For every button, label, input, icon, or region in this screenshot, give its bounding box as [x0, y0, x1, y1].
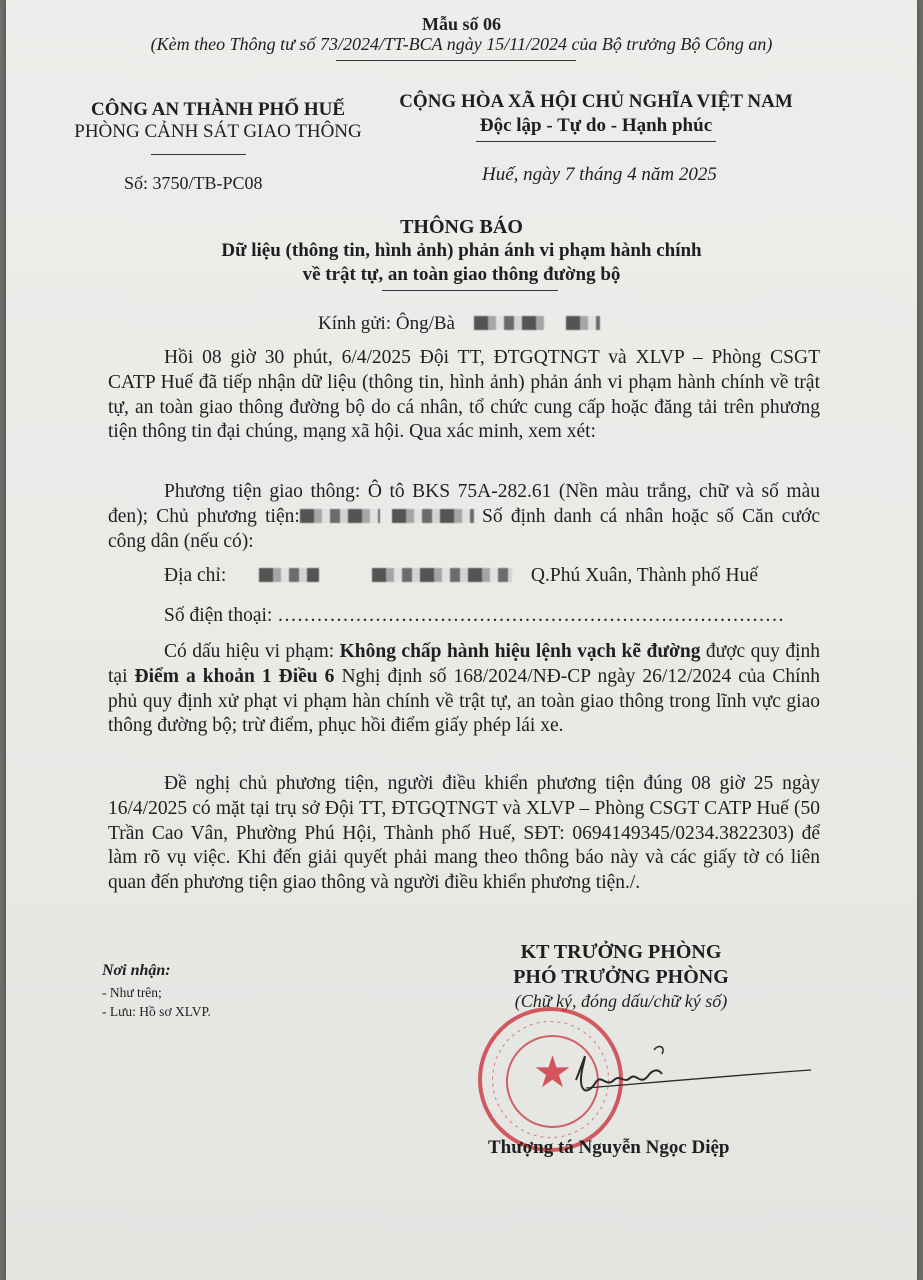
star-icon: ★	[532, 1048, 573, 1097]
intro-text: Hồi 08 giờ 30 phút, 6/4/2025 Đội TT, ĐTGQTNGT và XLVP – Phòng CSGT CATP Huế đã tiếp nhận dữ liệu (thông tin, hình ảnh) phản ánh vi phạm hành chính về trật tự, an toàn giao thông đường bộ do cá nhân, tổ chức cung cấp hoặc đăng tải trên phương tiện thông tin đại chúng, mạng xã hội. Qua xác minh, xem xét:	[108, 347, 820, 443]
place-date: Huế, ngày 7 tháng 4 năm 2025	[482, 164, 717, 185]
phone-dots: ……………………………………………………………………	[277, 605, 785, 626]
violation-paragraph	[108, 640, 820, 739]
violation-name: Không chấp hành hiệu lệnh vạch kẽ đường	[339, 641, 701, 662]
id-label: Số định danh cá nhân hoặc số Căn cước công dân (nếu có):	[108, 505, 820, 552]
redacted-address	[372, 568, 512, 582]
handwritten-signature	[566, 1040, 816, 1110]
signature-note: (Chữ ký, đóng dấu/chữ ký số)	[514, 991, 728, 1011]
request-text: Đề nghị chủ phương tiện, người điều khiển phương tiện đúng 08 giờ 25 ngày 16/4/2025 có mặt tại trụ sở Đội TT, ĐTGQTNGT và XLVP – Phòng CSGT CATP Huế (50 Trần Cao Vân, Phường Phú Hội, Thành phố Huế, SĐT: 0694149345/0234.3822303) để làm rõ vụ việc. Khi đến giải quyết phải mang theo thông báo này và các giấy tờ có liên quan đến phương tiện giao thông và người điều khiển phương tiện./.	[108, 773, 820, 894]
intro-paragraph	[108, 346, 820, 445]
org-parent: CÔNG AN THÀNH PHỐ HUẾ	[90, 99, 346, 120]
phone-label: Số điện thoại:	[164, 605, 273, 626]
recipient-line	[318, 313, 600, 335]
violation-label: Có dấu hiệu vi phạm:	[164, 641, 335, 662]
document-subtitle-1: Dữ liệu (thông tin, hình ảnh) phản ánh vi phạm hành chính	[221, 240, 702, 261]
address-tail: Q.Phú Xuân, Thành phố Huế	[530, 565, 759, 586]
divider	[151, 154, 246, 155]
address-line	[164, 565, 758, 587]
document-page	[6, 0, 917, 1280]
violation-mid: được quy định tại	[108, 641, 820, 687]
violation-article: Điểm a khoản 1 Điều 6	[134, 665, 335, 687]
redacted-owner	[392, 509, 474, 523]
redacted-name	[566, 316, 600, 330]
redacted-address	[259, 568, 319, 582]
attached-note: (Kèm theo Thông tư số 73/2024/TT-BCA ngày 15/11/2024 của Bộ trưởng Bộ Công an)	[150, 34, 773, 54]
divider	[382, 290, 558, 291]
phone-line	[164, 605, 784, 627]
receivers-label: Nơi nhận:	[102, 962, 171, 979]
violation-decree: Nghị định số 168/2024/NĐ-CP ngày 26/12/2024 của Chính phủ quy định xử phạt vi phạm hàn chính về trật tự, an toàn giao thông trong lĩnh vực giao thông đường bộ; trừ điểm, phục hồi điểm giấy phép lái xe.	[108, 665, 821, 737]
violation-text	[108, 640, 820, 739]
address-label: Địa chỉ:	[164, 565, 227, 586]
signer-title-1: KT TRƯỞNG PHÒNG	[520, 941, 722, 963]
document-subtitle-2: về trật tự, an toàn giao thông đường bộ	[302, 264, 621, 285]
motto: Độc lập - Tự do - Hạnh phúc	[479, 115, 713, 136]
request-paragraph	[108, 772, 820, 896]
receiver-item: - Lưu: Hồ sơ XLVP.	[102, 1004, 211, 1019]
recipient-label: Kính gửi: Ông/Bà	[318, 313, 455, 334]
doc-number: Số: 3750/TB-PC08	[124, 173, 263, 193]
document-title: THÔNG BÁO	[400, 216, 523, 238]
vehicle-info: Phương tiện giao thông: Ô tô BKS 75A-282.61 (Nền màu trắng, chữ và số màu đen); Chủ phương tiện:	[108, 481, 820, 527]
signer-title-2: PHÓ TRƯỞNG PHÒNG	[513, 966, 729, 988]
vehicle-text	[108, 480, 820, 554]
receiver-item: - Như trên;	[102, 985, 162, 1000]
redacted-owner	[300, 509, 380, 523]
divider	[336, 60, 576, 61]
signer-name: Thượng tá Nguyễn Ngọc Diệp	[488, 1137, 730, 1158]
redacted-name	[474, 316, 544, 330]
divider	[476, 141, 716, 142]
org-unit: PHÒNG CẢNH SÁT GIAO THÔNG	[74, 121, 362, 142]
nation-title: CỘNG HÒA XÃ HỘI CHỦ NGHĨA VIỆT NAM	[399, 91, 793, 112]
form-number: Mẫu số 06	[421, 14, 501, 34]
vehicle-paragraph	[108, 480, 820, 554]
